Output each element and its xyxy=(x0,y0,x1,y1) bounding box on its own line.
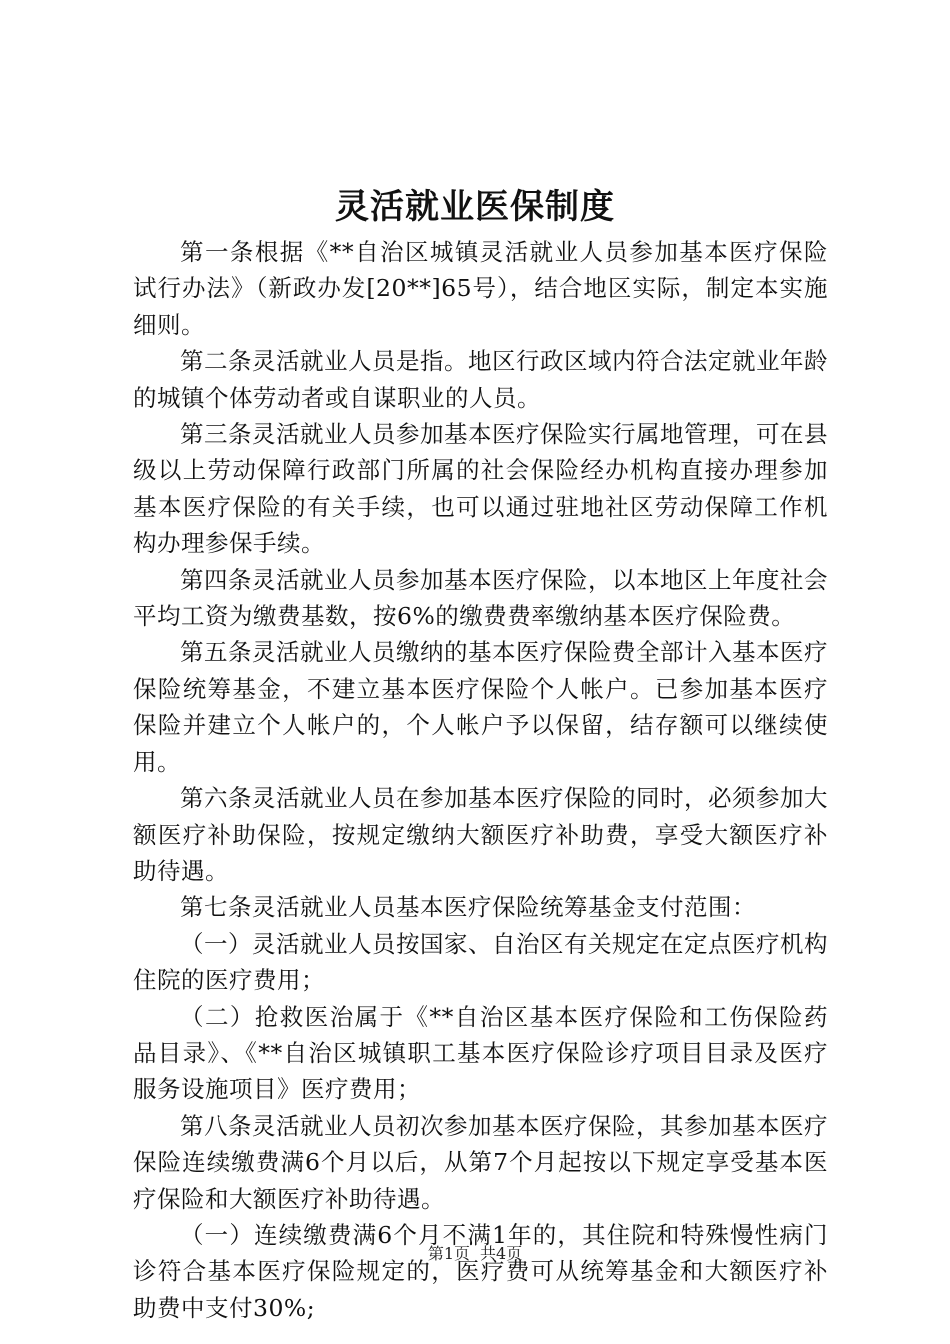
page-number: 第1页 xyxy=(427,1244,470,1263)
paragraph-article-4: 第四条灵活就业人员参加基本医疗保险，以本地区上年度社会平均工资为缴费基数，按6%的缴费费率缴纳基本医疗保险费。 xyxy=(133,565,828,631)
paragraph-article-3: 第三条灵活就业人员参加基本医疗保险实行属地管理，可在县级以上劳动保障行政部门所属的社会保险经办机构直接办理参加基本医疗保险的有关手续，也可以通过驻地社区劳动保障工作机构办理参保手续。 xyxy=(133,420,828,558)
paragraph-article-6: 第六条灵活就业人员在参加基本医疗保险的同时，必须参加大额医疗补助保险，按规定缴纳大额医疗补助费，享受大额医疗补助待遇。 xyxy=(133,784,828,885)
document-title: 灵活就业医保制度 xyxy=(335,187,615,227)
paragraph-article-7-item-1: （一）灵活就业人员按国家、自治区有关规定在定点医疗机构住院的医疗费用； xyxy=(133,929,828,995)
page-total: 共4页 xyxy=(480,1244,523,1263)
paragraph-article-7-item-2: （二）抢救医治属于《**自治区基本医疗保险和工伤保险药品目录》、《**自治区城镇职工基本医疗保险诊疗项目目录及医疗服务设施项目》医疗费用； xyxy=(133,1002,828,1104)
paragraph-article-8: 第八条灵活就业人员初次参加基本医疗保险，其参加基本医疗保险连续缴费满6个月以后，从第7个月起按以下规定享受基本医疗保险和大额医疗补助待遇。 xyxy=(133,1111,828,1213)
paragraph-article-2: 第二条灵活就业人员是指。地区行政区域内符合法定就业年龄的城镇个体劳动者或自谋职业的人员。 xyxy=(133,347,828,412)
paragraph-article-7: 第七条灵活就业人员基本医疗保险统筹基金支付范围： xyxy=(180,893,756,922)
document-body xyxy=(133,234,828,1326)
paragraph-article-5: 第五条灵活就业人员缴纳的基本医疗保险费全部计入基本医疗保险统筹基金，不建立基本医疗保险个人帐户。已参加基本医疗保险并建立个人帐户的，个人帐户予以保留，结存额可以继续使用。 xyxy=(133,638,828,776)
paragraph-article-1: 第一条根据《**自治区城镇灵活就业人员参加基本医疗保险试行办法》（新政办发[20**]65号），结合地区实际，制定本实施细则。 xyxy=(133,238,828,339)
paragraph-article-8-item-1: （一）连续缴费满6个月不满1年的，其住院和特殊慢性病门诊符合基本医疗保险规定的，医疗费可从统筹基金和大额医疗补助费中支付30%; xyxy=(133,1220,828,1322)
page-footer xyxy=(0,1242,950,1266)
